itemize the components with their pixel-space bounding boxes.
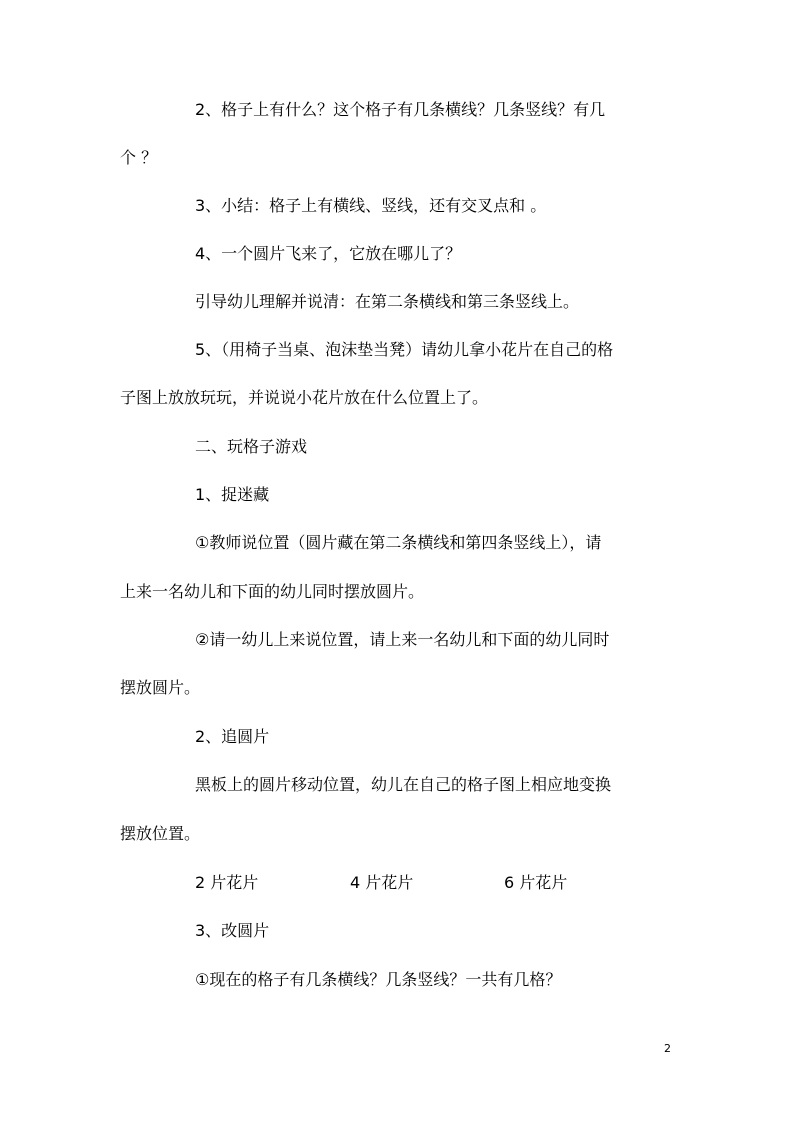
subsection-heading: 3、改圆片 xyxy=(195,921,270,940)
section-heading: 二、玩格子游戏 xyxy=(195,437,308,456)
paragraph-line: 3、小结：格子上有横线、竖线，还有交叉点和 。 xyxy=(195,196,547,215)
paragraph-line: 个 ？ xyxy=(120,148,158,167)
paragraph-line: ①现在的格子有几条横线？几条竖线？一共有几格？ xyxy=(195,970,562,989)
flower-count-row xyxy=(195,873,675,893)
paragraph-line: 上来一名幼儿和下面的幼儿同时摆放圆片。 xyxy=(120,582,425,601)
flower-count-item: 6 片花片 xyxy=(504,873,568,892)
paragraph-line: 摆放位置。 xyxy=(120,824,201,843)
paragraph-line: 2、格子上有什么？这个格子有几条横线？几条竖线？有几 xyxy=(195,100,606,119)
paragraph-line: 黑板上的圆片移动位置，幼儿在自己的格子图上相应地变换 xyxy=(195,775,612,794)
paragraph-line: 引导幼儿理解并说清：在第二条横线和第三条竖线上。 xyxy=(195,292,580,311)
paragraph-line: ②请一幼儿上来说位置，请上来一名幼儿和下面的幼儿同时 xyxy=(195,630,610,649)
subsection-heading: 1、捉迷藏 xyxy=(195,485,270,504)
subsection-heading: 2、追圆片 xyxy=(195,727,270,746)
flower-count-item: 2 片花片 xyxy=(195,873,259,892)
paragraph-line: 摆放圆片。 xyxy=(120,678,201,697)
paragraph-line: ①教师说位置（圆片藏在第二条横线和第四条竖线上），请 xyxy=(195,533,602,552)
paragraph-line: 子图上放放玩玩，并说说小花片放在什么位置上了。 xyxy=(120,388,489,407)
paragraph-line: 5、（用椅子当桌、泡沫垫当凳）请幼儿拿小花片在自己的格 xyxy=(195,340,614,359)
page-number: 2 xyxy=(664,1042,671,1055)
flower-count-item: 4 片花片 xyxy=(350,873,414,892)
paragraph-line: 4、一个圆片飞来了，它放在哪儿了？ xyxy=(195,244,462,263)
